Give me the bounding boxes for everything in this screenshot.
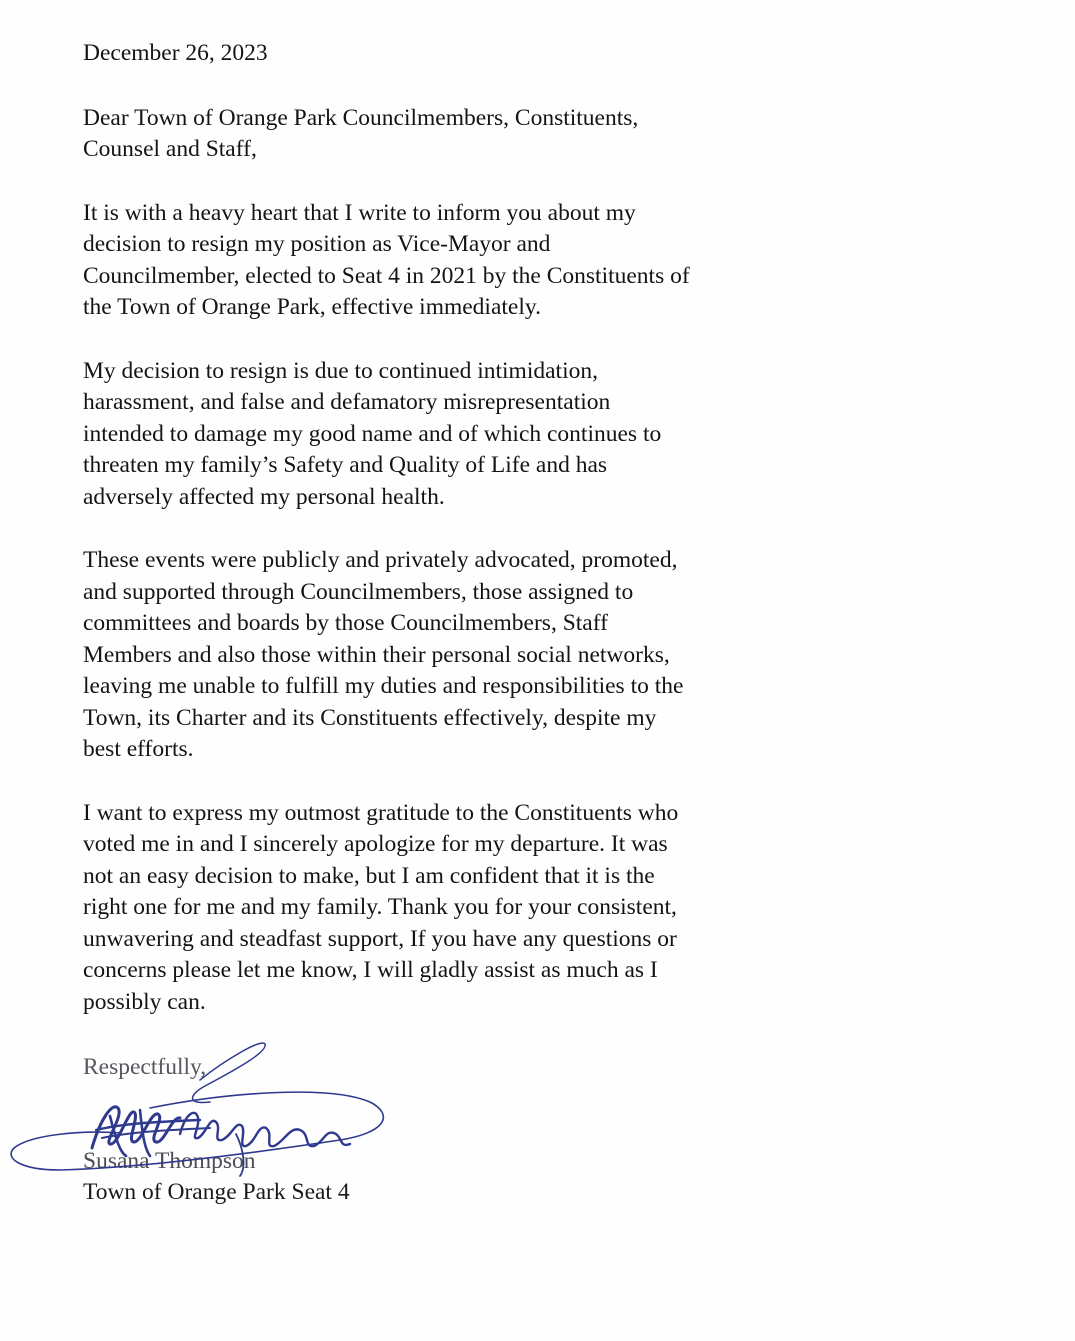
paragraph-1 [83, 198, 803, 324]
paragraph-line: intended to damage my good name and of which continues to [83, 420, 662, 447]
paragraph-line: It is with a heavy heart that I write to inform you about my [83, 199, 636, 226]
salutation-line: Dear Town of Orange Park Councilmembers, Constituents, [83, 104, 639, 131]
paragraph-line: concerns please let me know, I will gladly assist as much as I [83, 957, 658, 983]
paragraph-line: the Town of Orange Park, effective immediately. [83, 294, 541, 320]
paragraph-4 [83, 798, 803, 1019]
paragraph-line: I want to express my outmost gratitude to the Constituents who [83, 799, 679, 826]
signer-title: Town of Orange Park Seat 4 [83, 1179, 350, 1205]
paragraph-line: unwavering and steadfast support, If you have any questions or [83, 925, 677, 952]
paragraph-line: threaten my family’s Safety and Quality of Life and has [83, 452, 608, 478]
paragraph-line: My decision to resign is due to continued intimidation, [83, 357, 598, 384]
paragraph-line: voted me in and I sincerely apologize for my departure. It was [83, 831, 668, 857]
salutation [83, 103, 803, 166]
paragraph-line: decision to resign my position as Vice-Mayor and [83, 231, 551, 257]
closing-text: Respectfully, [83, 1054, 207, 1080]
paragraph-2 [83, 356, 803, 514]
handwritten-signature-icon [0, 1030, 400, 1180]
paragraph-line: best efforts. [83, 736, 194, 762]
paragraph-line: These events were publicly and privately advocated, promoted, [83, 547, 678, 573]
paragraph-line: Town, its Charter and its Constituents effectively, despite my [83, 704, 657, 731]
salutation-line: Counsel and Staff, [83, 136, 257, 162]
paragraph-3 [83, 545, 803, 766]
paragraph-line: committees and boards by those Councilmembers, Staff [83, 610, 608, 636]
paragraph-line: right one for me and my family. Thank you for your consistent, [83, 894, 677, 920]
paragraph-line: and supported through Councilmembers, those assigned to [83, 578, 634, 605]
paragraph-line: adversely affected my personal health. [83, 483, 445, 510]
signer-name: Susana Thompson [83, 1147, 256, 1174]
paragraph-line: harassment, and false and defamatory misrepresentation [83, 389, 611, 415]
paragraph-line: Councilmember, elected to Seat 4 in 2021 by the Constituents of [83, 262, 690, 289]
paragraph-line: Members and also those within their personal social networks, [83, 641, 670, 668]
letter-date: December 26, 2023 [83, 40, 268, 66]
paragraph-line: leaving me unable to fulfill my duties and responsibilities to the [83, 673, 684, 699]
paragraph-line: not an easy decision to make, but I am confident that it is the [83, 862, 655, 889]
paragraph-line: possibly can. [83, 988, 206, 1015]
